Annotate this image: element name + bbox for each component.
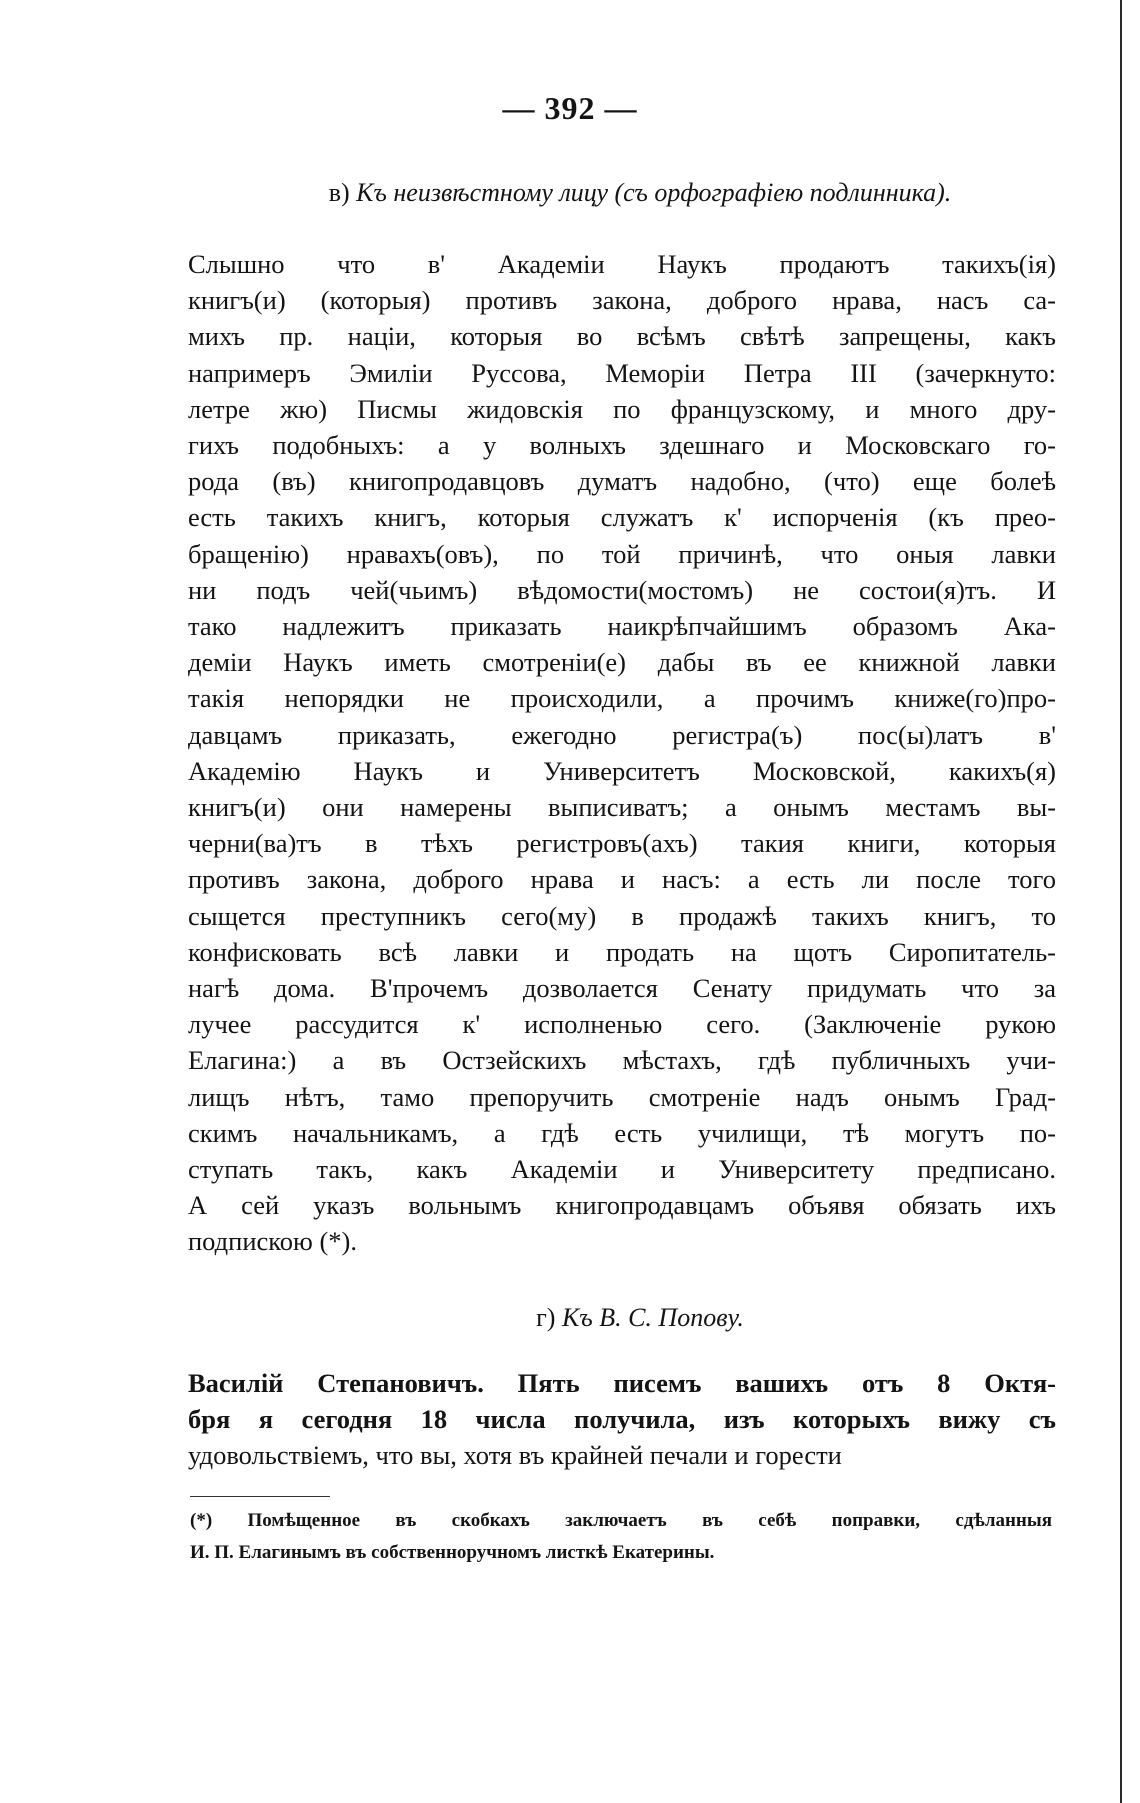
text-line: есть такихъ книгъ, которыя служатъ к' испорченія (къ прео-: [188, 502, 1056, 533]
text-line: скимъ начальникамъ, а гдѣ есть училищи, тѣ могутъ по-: [188, 1117, 1056, 1148]
text-line: ни подъ чей(чьимъ) вѣдомости(мостомъ) не состои(я)тъ. И: [188, 574, 1056, 605]
page-number: — 392 —: [502, 90, 638, 126]
footnote: [190, 1505, 1052, 1569]
text-line: Василій Степановичъ. Пять писемъ вашихъ отъ 8 Октя-: [188, 1368, 1056, 1398]
text-line: деміи Наукъ иметь смотреніи(е) дабы въ ее книжной лавки: [188, 647, 1056, 678]
text-line: сыщется преступникъ сего(му) в продажѣ такихъ книгъ, то: [188, 900, 1056, 931]
text-line: давцамъ приказать, ежегодно регистра(ъ) пос(ы)латъ в': [188, 719, 1056, 750]
text-line: конфисковать всѣ лавки и продать на щотъ Сиропитатель-: [188, 936, 1056, 967]
section-heading-g: [190, 1303, 1090, 1333]
text-line: И. П. Елагинымъ въ собственноручномъ листкѣ Екатерины.: [190, 1542, 715, 1563]
text-line: михъ пр. націи, которыя во всѣмъ свѣтѣ запрещены, какъ: [188, 321, 1056, 352]
section-letter: г): [536, 1303, 556, 1332]
text-line: Слышно что в' Академіи Наукъ продаютъ такихъ(ія): [188, 249, 1056, 279]
page-edge-line: [1120, 0, 1122, 1803]
text-line: удовольствіемъ, что вы, хотя въ крайней печали и горести: [188, 1440, 842, 1471]
text-line: гихъ подобныхъ: а у волныхъ здешнаго и Московскаго го-: [188, 430, 1056, 461]
text-line: такія непорядки не происходили, а прочимъ книже(го)про-: [188, 683, 1056, 714]
text-line: Академію Наукъ и Университетъ Московской, какихъ(я): [188, 755, 1056, 786]
text-line: рода (въ) книгопродавцовъ думатъ надобно, (что) еще болеѣ: [188, 466, 1056, 497]
text-line: летре жю) Писмы жидовскія по французскому, и много дру-: [188, 393, 1056, 424]
footnote-divider: [190, 1496, 330, 1497]
text-line: нагѣ дома. В'прочемъ дозволается Сенату придумать что за: [188, 973, 1056, 1004]
text-line: напримеръ Эмиліи Руссова, Меморіи Петра III (зачеркнуто:: [188, 357, 1056, 388]
text-line: (*) Помѣщенное въ скобкахъ заключаетъ въ себѣ поправки, сдѣланныя: [190, 1510, 1052, 1531]
section-heading-v: [190, 178, 1090, 208]
text-line: ступать такъ, какъ Академіи и Университету предписано.: [188, 1154, 1056, 1185]
text-line: Елагина:) а въ Остзейскихъ мѣстахъ, гдѣ публичныхъ учи-: [188, 1045, 1056, 1076]
text-line: бращенію) нравахъ(овъ), по той причинѣ, что оныя лавки: [188, 538, 1056, 569]
paragraph-letter-v: [188, 246, 1056, 1260]
text-line: лищъ нѣтъ, тамо препоручить смотреніе надъ онымъ Град-: [188, 1081, 1056, 1112]
text-line: бря я сегодня 18 числа получила, изъ которыхъ вижу съ: [188, 1404, 1056, 1435]
text-line: тако надлежитъ приказать наикрѣпчайшимъ образомъ Ака-: [188, 611, 1056, 642]
section-letter: в): [328, 178, 350, 207]
text-line: книгъ(и) (которыя) противъ закона, доброго нрава, насъ са-: [188, 285, 1056, 316]
text-line: противъ закона, доброго нрава и насъ: а есть ли после того: [188, 864, 1056, 895]
text-line: подпискою (*).: [188, 1226, 358, 1257]
text-line: А сей указъ вольнымъ книгопродавцамъ объявя обязать ихъ: [188, 1190, 1056, 1221]
text-line: черни(ва)тъ в тѣхъ регистровъ(ахъ) такия книги, которыя: [188, 828, 1056, 859]
text-line: лучее рассудится к' исполненью сего. (Заключеніе рукою: [188, 1009, 1056, 1040]
text-line: книгъ(и) они намерены выписиватъ; а онымъ местамъ вы-: [188, 792, 1056, 823]
section-title: Къ неизвѣстному лицу (съ орфографіею подлинника).: [356, 178, 952, 207]
section-title: Къ В. С. Попову.: [561, 1303, 744, 1332]
paragraph-letter-g: [188, 1365, 1056, 1474]
